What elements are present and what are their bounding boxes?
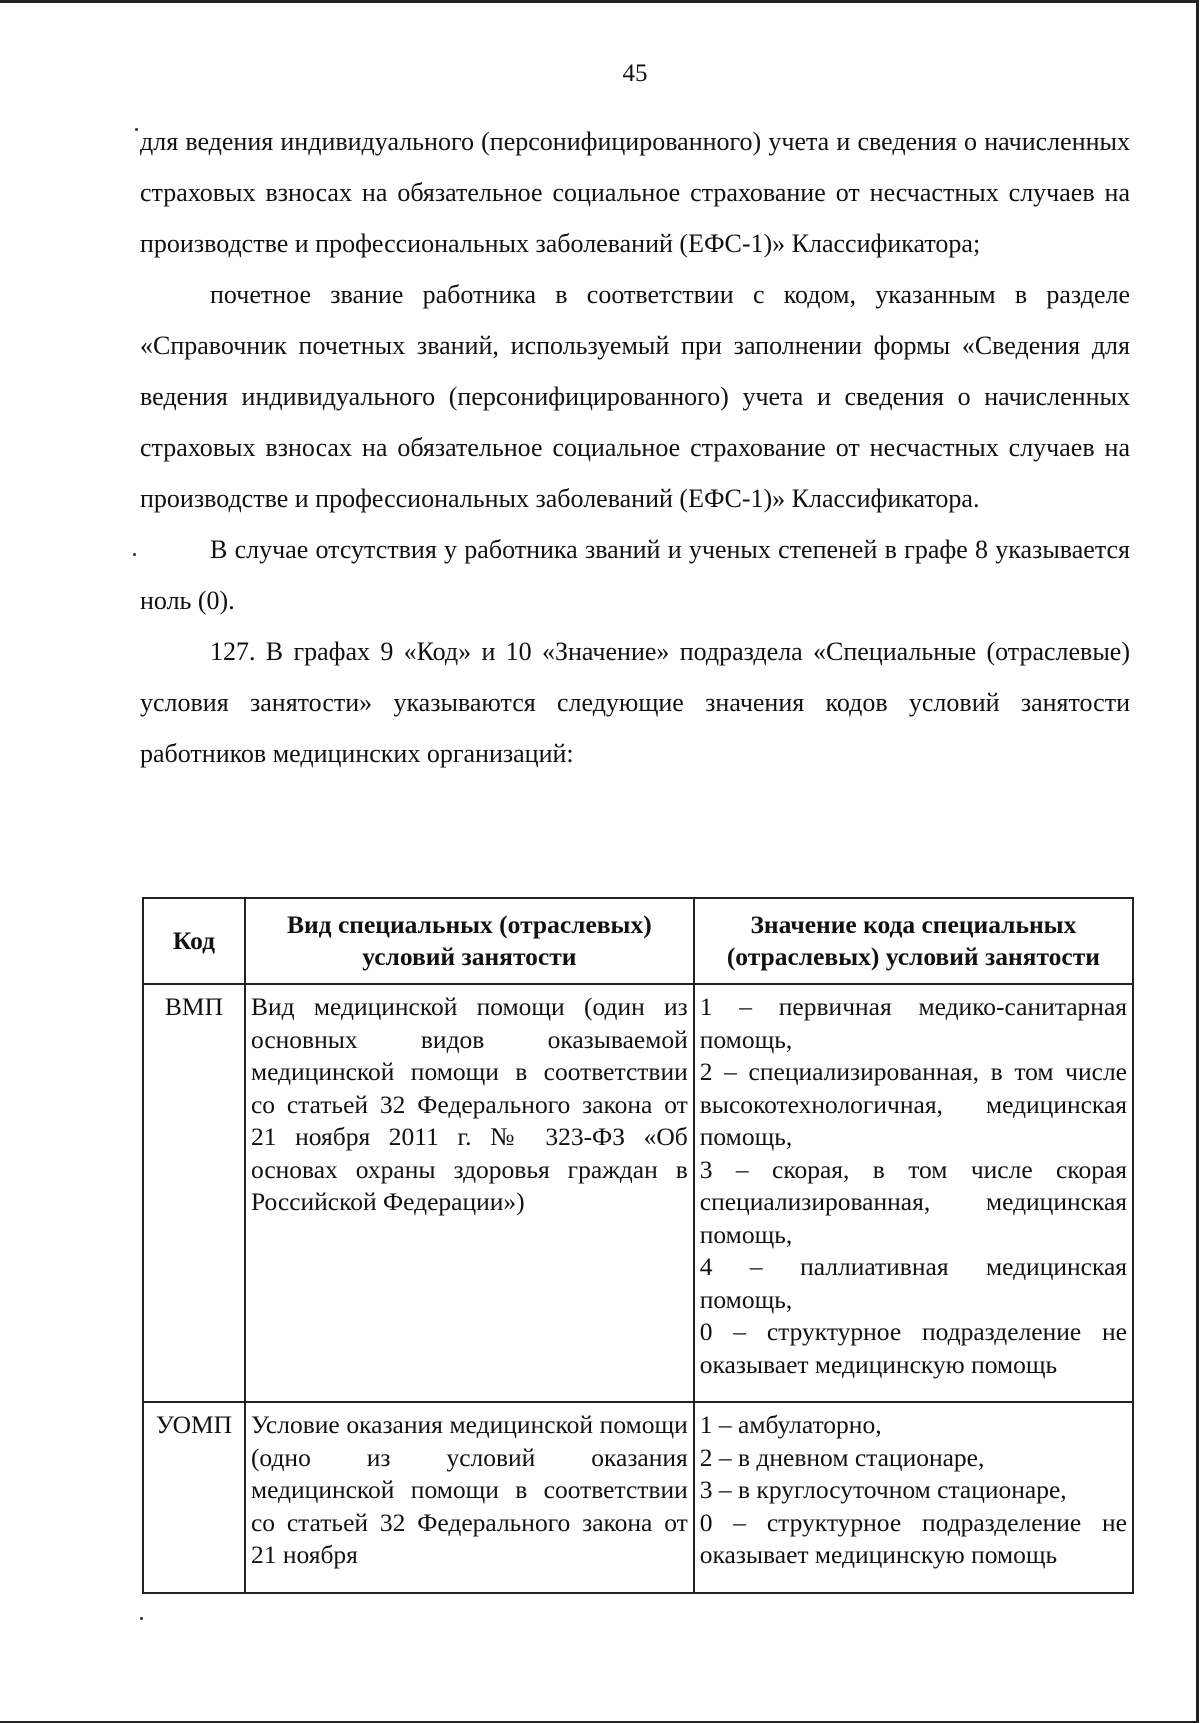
value-item: 3 – скорая, в том числе скорая специализированная, медицинская помощь, [699, 1154, 1127, 1249]
value-item: 1 – амбулаторно, [699, 1410, 882, 1439]
value-item: 2 – специализированная, в том числе высокотехнологичная, медицинская помощь, [699, 1057, 1127, 1151]
row-code: УОМП [143, 1402, 245, 1593]
value-item: 0 – структурное подразделение не оказывает медицинскую помощь [699, 1317, 1127, 1379]
document-page [140, 60, 1130, 779]
header-condition-type: Вид специальных (отраслевых) условий занятости [245, 898, 694, 984]
paragraph-4: 127. В графах 9 «Код» и 10 «Значение» подраздела «Специальные (отраслевые) условия занятости» указываются следующие значения кодов условий занятости работников медицинских организаций: [140, 637, 1130, 768]
value-item: 2 – в дневном стационаре, [699, 1442, 985, 1472]
table-row [143, 1402, 1133, 1593]
scan-speck [140, 1617, 143, 1620]
paragraph-3: В случае отсутствия у работника званий и ученых степеней в графе 8 указывается ноль (0). [140, 535, 1130, 615]
header-code-value: Значение кода специальных (отраслевых) условий занятости [694, 898, 1133, 984]
row-values [694, 984, 1133, 1402]
scan-speck [133, 553, 136, 556]
row-description: Вид медицинской помощи (один из основных видов оказываемой медицинской помощи в соответствии со статьей 32 Федерального закона от 21 ноября 2011 г. № 323-ФЗ «Об основах охраны здоровья граждан в Российской Федерации») [245, 984, 694, 1402]
row-values [694, 1402, 1133, 1593]
value-item: 1 – первичная медико-санитарная помощь, [699, 992, 1127, 1054]
value-item: 3 – в круглосуточном стационаре, [699, 1475, 1067, 1504]
paragraph-1: для ведения индивидуального (персонифицированного) учета и сведения о начисленных страховых взносах на обязательное социальное страхование от несчастных случаев на производстве и профессиональных заболеваний (ЕФС-1)» Классификатора; [140, 127, 1130, 258]
row-description: Условие оказания медицинской помощи (одно из условий оказания медицинской помощи в соответствии со статьей 32 Федерального закона от 21 ноября [245, 1402, 694, 1593]
row-code: ВМП [143, 984, 245, 1402]
paragraph-2: почетное звание работника в соответствии с кодом, указанным в разделе «Справочник почетных званий, используемый при заполнении формы «Сведения для ведения индивидуального (персонифицированного) учета и сведения о начисленных страховых взносах на обязательное социальное страхование от несчастных случаев на производстве и профессиональных заболеваний (ЕФС-1)» Классификатора. [140, 280, 1130, 513]
header-code: Код [143, 898, 245, 984]
value-item: 0 – структурное подразделение не оказывает медицинскую помощь [699, 1507, 1127, 1569]
table-row [143, 984, 1133, 1402]
scan-speck [135, 128, 138, 131]
page-number: 45 [622, 60, 648, 87]
table-header-row [143, 898, 1133, 984]
employment-conditions-table [142, 897, 1134, 1594]
value-item: 4 – паллиативная медицинская помощь, [699, 1252, 1127, 1314]
